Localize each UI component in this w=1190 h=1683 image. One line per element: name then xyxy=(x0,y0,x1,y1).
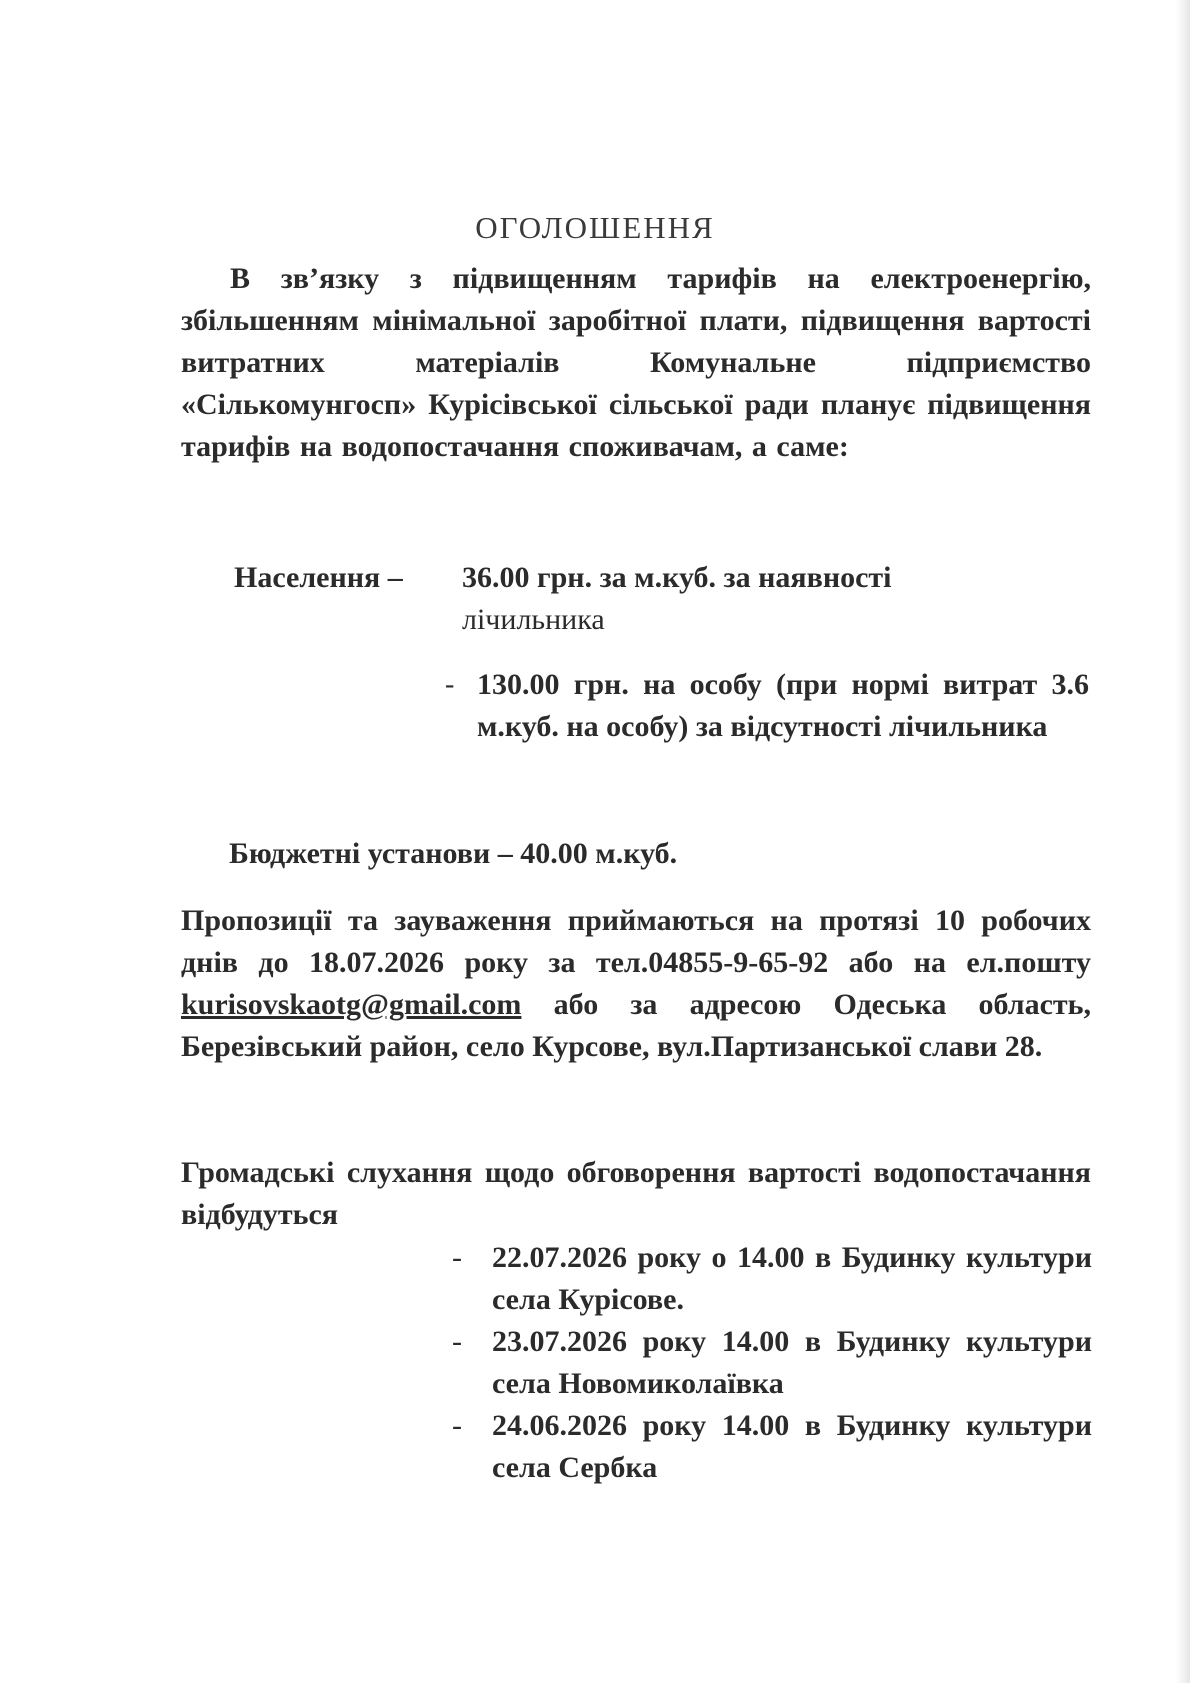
scan-edge-shadow xyxy=(1176,0,1190,1683)
hearing-text: 23.07.2026 року 14.00 в Будинку культури села Новомиколаївка xyxy=(492,1325,1092,1400)
list-dash: - xyxy=(452,1325,462,1358)
email-link[interactable]: kurisovskaotg@gmail.com xyxy=(181,988,522,1021)
intro-paragraph: В зв’язку з підвищенням тарифів на електроенергію, збільшенням мінімальної заробітної плати, підвищення вартості витратних матеріалів Комунальне підприємство «Сількомунгосп» Курісівської сільської ради планує підвищення тарифів на водопостачання споживачам, а саме: xyxy=(181,262,1091,463)
population-label: Населення – xyxy=(234,561,403,594)
hearing-list xyxy=(452,1237,1092,1489)
list-item xyxy=(452,1321,1092,1405)
list-item xyxy=(452,1405,1092,1489)
list-dash: - xyxy=(452,1409,462,1442)
proposals-paragraph xyxy=(181,900,1091,1068)
proposals-text-start: Пропозиції та зауваження приймаються на протязі 10 робочих днів до 18.07.2026 року за тел.04855-9-65-92 або на ел.пошту xyxy=(181,904,1091,979)
budget-institutions-tariff: Бюджетні установи – 40.00 м.куб. xyxy=(229,837,678,870)
list-dash: - xyxy=(452,1241,462,1274)
proposals-text-end: або за адресою Одеська область, Березівський район, село Курсове, вул.Партизанської слави 28. xyxy=(181,988,1091,1063)
announcement-title: ОГОЛОШЕННЯ xyxy=(475,210,715,245)
tariff-with-meter-main: 36.00 грн. за м.куб. за наявності xyxy=(462,561,892,594)
hearing-text: 24.06.2026 року 14.00 в Будинку культури села Сербка xyxy=(492,1409,1092,1484)
hearings-intro: Громадські слухання щодо обговорення вартості водопостачання відбудуться xyxy=(181,1156,1091,1231)
list-item xyxy=(452,1237,1092,1321)
tariff-with-meter xyxy=(462,557,982,641)
tariff-without-meter: 130.00 грн. на особу (при нормі витрат 3.6 м.куб. на особу) за відсутності лічильника xyxy=(477,668,1089,743)
tariff-with-meter-tail: лічильника xyxy=(462,603,605,636)
tariff-without-meter-dash: - xyxy=(445,669,455,700)
hearing-text: 22.07.2026 року о 14.00 в Будинку культури села Курісове. xyxy=(492,1241,1092,1316)
